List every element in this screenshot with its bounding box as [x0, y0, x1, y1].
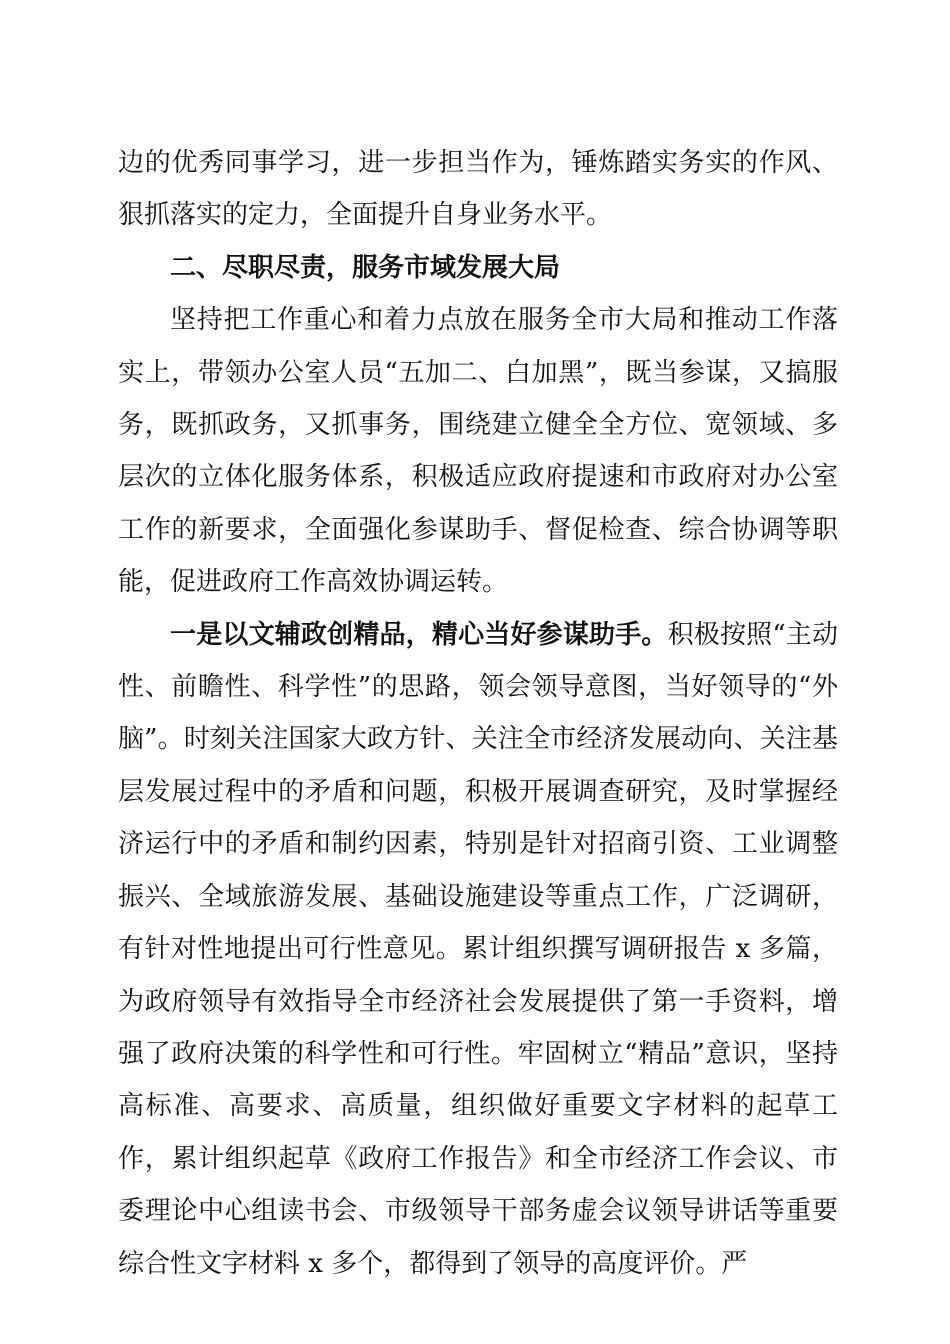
point-one-lead: 一是以文辅政创精品，精心当好参谋助手。: [170, 619, 668, 650]
point-one-paragraph: [118, 609, 838, 1290]
continued-paragraph: 边的优秀同事学习，进一步担当作为，锤炼踏实务实的作风、狠抓落实的定力，全面提升自身业务水平。: [118, 148, 838, 231]
section-heading: 二、尽职尽责，服务市域发展大局: [170, 252, 561, 283]
point-one-body: 积极按照“主动性、前瞻性、科学性”的思路，领会领导意图，当好领导的“外脑”。时刻关注国家大政方针、关注全市经济发展动向、关注基层发展过程中的矛盾和问题，积极开展调查研究，及时掌握经济运行中的矛盾和制约因素，特别是针对招商引资、工业调整振兴、全域旅游发展、基础设施建设等重点工作，广泛调研，有针对性地提出可行性意见。累计组织撰写调研报告 x 多篇，为政府领导有效指导全市经济社会发展提供了第一手资料，增强了政府决策的科学性和可行性。牢固树立“精品”意识，坚持高标准、高要求、高质量，组织做好重要文字材料的起草工作，累计组织起草《政府工作报告》和全市经济工作会议、市委理论中心组读书会、市级领导干部务虚会议领导讲话等重要综合性文字材料 x 多个，都得到了领导的高度评价。严: [118, 619, 838, 1279]
document-body: [118, 137, 838, 1290]
section-intro-paragraph: 坚持把工作重心和着力点放在服务全市大局和推动工作落实上，带领办公室人员“五加二、白加黑”，既当参谋，又搞服务，既抓政务，又抓事务，围绕建立健全全方位、宽领域、多层次的立体化服务体系，积极适应政府提速和市政府对办公室工作的新要求，全面强化参谋助手、督促检查、综合协调等职能，促进政府工作高效协调运转。: [118, 305, 838, 598]
